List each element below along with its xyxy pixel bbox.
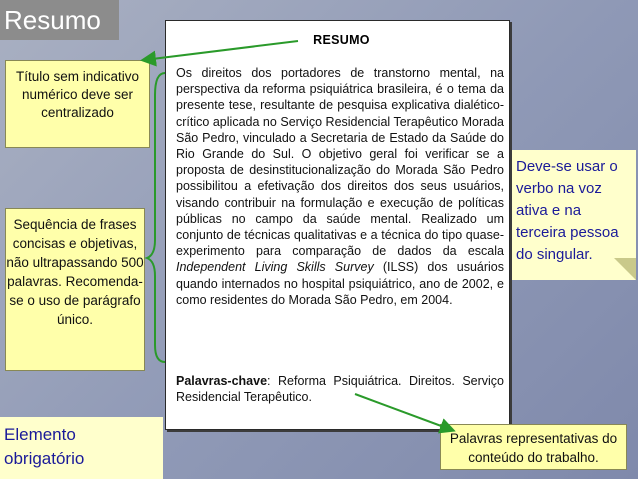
slide-title: Resumo [0, 0, 119, 40]
abstract-text-end: (ILSS) dos usuários quando internados no hospital psiquiátrico, ano de 2002, e como residentes do Morada São Pedro, em 2004. [176, 260, 504, 307]
abstract-body [176, 65, 504, 308]
sequence-note: Sequência de frases concisas e objetivas, não ultrapassando 500 palavras. Recomenda-se o uso de parágrafo único. [5, 208, 145, 371]
keywords-label: Palavras-chave [176, 374, 268, 388]
abstract-document [165, 20, 510, 430]
abstract-text: Os direitos dos portadores de transtorno mental, na perspectiva da reforma psiquiátrica brasileira, é o tema da presente tese, resultante de pesquisa explicativa dialético-crítico aplicada no Serviço Residencial Terapêutico Morada São Pedro, vinculado a Secretaria de Estado da Saúde do Rio Grande do Sul. O objetivo geral foi verificar se a proposta de desinstitucionalização do Morada São Pedro possibilitou a efetivação dos direitos dos seus usuários, visando contribuir na formulação e execução de políticas públicas no campo da saúde mental. Realizado um conjunto de técnicas qualitativas e a técnica do tipo quase-experimento para comparação de dados da escala [176, 66, 504, 259]
page-curl-icon [614, 258, 636, 280]
verb-note-text: Deve-se usar o verbo na voz ativa e na terceira pessoa do singular. [516, 158, 619, 263]
keywords-note: Palavras representativas do conteúdo do trabalho. [440, 424, 627, 470]
abstract-italic-term: Independent Living Skills Survey [176, 260, 374, 275]
keywords-text: : Reforma Psiquiátrica. Direitos. Serviço Residencial Terapêutico. [176, 374, 504, 405]
document-heading: RESUMO [313, 33, 370, 47]
title-note: Título sem indicativo numérico deve ser centralizado [5, 60, 150, 148]
keywords-line [176, 373, 504, 405]
element-note: Elemento obrigatório [0, 417, 163, 479]
